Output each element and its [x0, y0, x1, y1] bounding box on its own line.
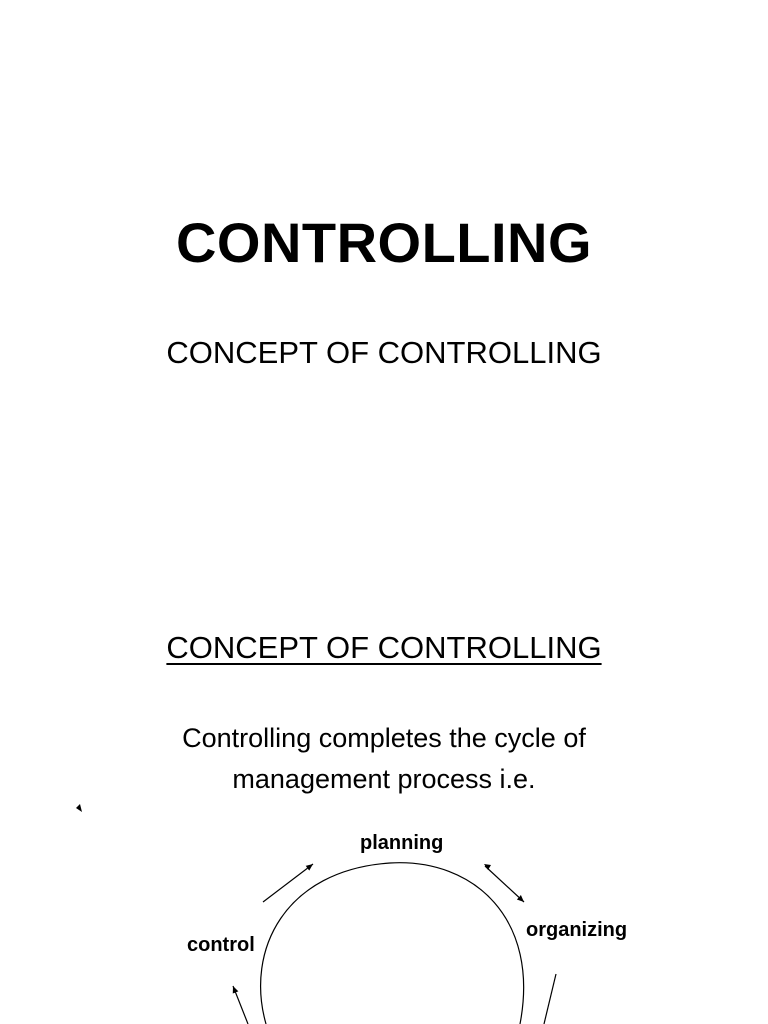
cycle-circle: [261, 863, 524, 1024]
body-paragraph: [0, 718, 768, 800]
arrow-organizing-down: [544, 974, 556, 1024]
slide-title: CONTROLLING: [175, 211, 593, 274]
arrow-tail-mark: [484, 864, 491, 870]
slide-subtitle: CONCEPT OF CONTROLLING: [166, 335, 602, 370]
section-heading: CONCEPT OF CONTROLLING: [166, 630, 602, 665]
cycle-label-organizing: organizing: [526, 919, 628, 941]
cycle-label-control: control: [187, 934, 255, 956]
arrow-up-to-control: [233, 986, 248, 1024]
arrow-planning-to-organizing: [485, 866, 524, 902]
cycle-label-planning: planning: [360, 832, 444, 854]
body-line-2: management process i.e.: [232, 764, 536, 794]
stray-arrowhead-mark: [76, 804, 82, 812]
body-line-1: Controlling completes the cycle of: [182, 723, 586, 753]
arrow-control-to-planning: [263, 864, 313, 902]
